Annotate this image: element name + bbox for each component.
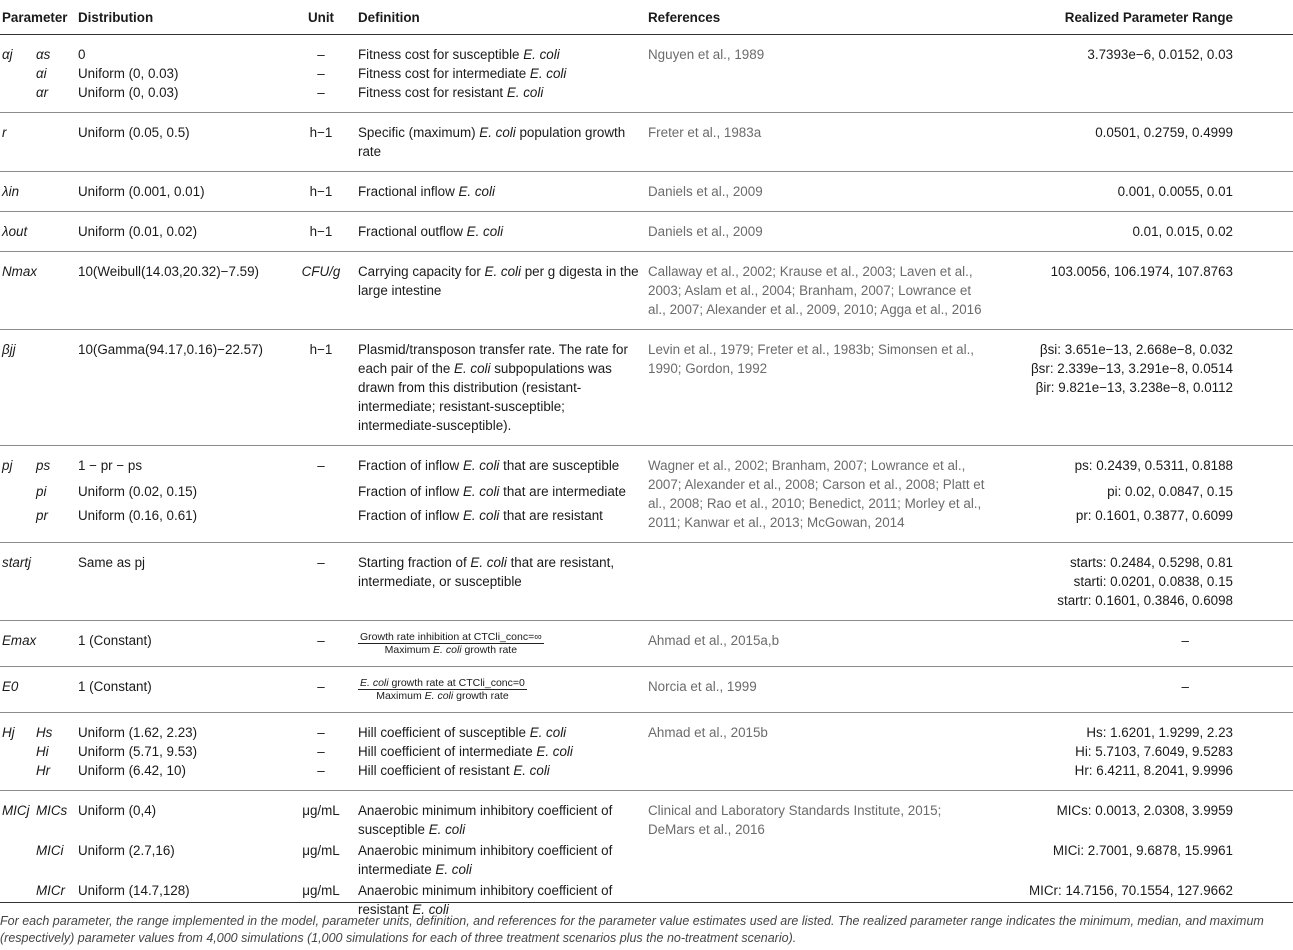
definition-cell: Fitness cost for susceptible E. coli [356,35,646,65]
table-row [0,64,1293,83]
header-distribution: Distribution [76,0,286,35]
unit-cell: – [286,621,356,667]
unit-cell: – [317,744,325,759]
param-sub-symbol: MICr [36,883,66,898]
range-line: startr: 0.1601, 0.3846, 0.6098 [1057,593,1233,608]
definition-cell: Specific (maximum) E. coli population growth rate [356,113,646,172]
table-row [0,791,1293,840]
table-row [0,212,1293,252]
unit-cell: CFU/g [286,252,356,330]
param-sub-symbol: αr [36,85,49,100]
definition-cell: Fraction of inflow E. coli that are resistant [358,507,603,523]
table-row [0,839,1293,879]
range-cell: Hs: 1.6201, 1.9299, 2.23 [988,713,1293,743]
distribution-cell: 1 (Constant) [76,667,286,713]
range-cell: MICr: 14.7156, 70.1554, 127.9662 [1029,883,1233,898]
distribution-cell: Uniform (0.01, 0.02) [76,212,286,252]
header-references: References [646,0,988,35]
row-group-nmax [0,252,1293,330]
param-symbol: Emax [2,633,37,648]
unit-cell: h−1 [286,212,356,252]
fraction-denominator: Maximum E. coli growth rate [376,690,509,702]
references-cell: Nguyen et al., 1989 [646,35,988,65]
references-cell: Norcia et al., 1999 [646,667,988,713]
row-group-start [0,543,1293,621]
header-definition: Definition [356,0,646,35]
fraction-denominator: Maximum E. coli growth rate [384,644,518,656]
fraction-numerator: Growth rate inhibition at CTCli_conc=∞ [360,631,542,643]
table-row [0,35,1293,65]
definition-cell: Fractional inflow E. coli [356,172,646,212]
definition-fraction [358,631,544,656]
param-sub-symbol: pi [36,484,47,500]
table-row [0,761,1293,791]
range-line: βsi: 3.651e−13, 2.668e−8, 0.032 [1039,342,1233,357]
unit-cell: μg/mL [286,791,356,840]
table-footnote: For each parameter, the range implemented in the model, parameter units, definition, and references for the parameter value estimates used are listed. The realized parameter range indicates the minimum, median, and maximum (respectively) parameter values from 4,000 simulations (1,000 simulations for each of three treatment scenarios plus the no-treatment scenario). [0,902,1293,947]
unit-cell: – [286,713,356,743]
fraction-numerator: E. coli growth rate at CTCli_conc=0 [360,677,525,689]
range-line: βir: 9.821e−13, 3.238e−8, 0.0112 [1035,380,1233,395]
range-cell: 103.0056, 106.1974, 107.8763 [988,252,1293,330]
distribution-cell: 1 − pr − ps [76,446,286,483]
unit-cell: h−1 [286,330,356,446]
unit-cell: h−1 [286,172,356,212]
table-row [0,742,1293,761]
distribution-cell: Uniform (0.16, 0.61) [78,507,198,523]
param-symbol: MICj [2,803,30,818]
range-cell: 0.001, 0.0055, 0.01 [988,172,1293,212]
unit-cell: – [286,446,356,483]
param-sub-symbol: αi [36,66,47,81]
definition-cell: Anaerobic minimum inhibitory coefficient of resistant E. coli [358,883,613,917]
definition-cell: Plasmid/transposon transfer rate. The rate for each pair of the E. coli subpopulations was drawn from this distribution (resistant-intermediate; resistant-susceptible; intermediate-susceptible). [356,330,646,446]
row-group-lambda-out [0,212,1293,252]
header-range: Realized Parameter Range [988,0,1293,35]
row-group-p [0,446,1293,543]
unit-cell: – [317,85,325,100]
distribution-cell: 1 (Constant) [76,621,286,667]
unit-cell: – [317,763,325,778]
param-sub-symbol: MICi [36,843,64,858]
distribution-cell: 10(Gamma(94.17,0.16)−22.57) [76,330,286,446]
definition-cell: Carrying capacity for E. coli per g digesta in the large intestine [356,252,646,330]
distribution-cell: 10(Weibull(14.03,20.32)−7.59) [76,252,286,330]
table-row [0,252,1293,330]
range-cell: – [988,621,1293,667]
table-row [0,667,1293,713]
range-cell: 0.0501, 0.2759, 0.4999 [988,113,1293,172]
header-unit: Unit [286,0,356,35]
table-row [0,172,1293,212]
definition-cell: Fraction of inflow E. coli that are intermediate [358,484,626,500]
definition-cell: Fitness cost for intermediate E. coli [358,66,567,81]
param-sub-symbol: pr [36,507,48,523]
references-cell: Ahmad et al., 2015b [646,713,988,743]
distribution-cell: 0 [76,35,286,65]
definition-cell [356,621,646,667]
unit-cell: μg/mL [302,843,340,858]
range-cell: ps: 0.2439, 0.5311, 0.8188 [988,446,1293,483]
distribution-cell: Uniform (5.71, 9.53) [78,744,198,759]
range-cell: MICi: 2.7001, 9.6878, 15.9961 [1052,843,1233,858]
table-row [0,621,1293,667]
row-group-lambda-in [0,172,1293,212]
table-row [0,113,1293,172]
param-symbol: βjj [2,342,16,357]
references-cell: Clinical and Laboratory Standards Institute, 2015; DeMars et al., 2016 [646,791,988,840]
distribution-cell: Uniform (0, 0.03) [78,66,179,81]
range-cell [988,330,1293,446]
row-group-r [0,113,1293,172]
distribution-cell: Uniform (0.02, 0.15) [78,484,198,500]
references-cell: Levin et al., 1979; Freter et al., 1983b; Simonsen et al., 1990; Gordon, 1992 [646,330,988,446]
range-line: βsr: 2.339e−13, 3.291e−8, 0.0514 [1030,361,1233,376]
table-row [0,83,1293,113]
range-line: starts: 0.2484, 0.5298, 0.81 [1069,555,1233,570]
unit-cell: – [286,667,356,713]
definition-cell: Fitness cost for resistant E. coli [358,85,544,100]
definition-cell: Hill coefficient of resistant E. coli [358,763,550,778]
header-parameter: Parameter [0,0,76,35]
distribution-cell: Uniform (1.62, 2.23) [76,713,286,743]
range-cell: 3.7393e−6, 0.0152, 0.03 [988,35,1293,65]
range-cell: MICs: 0.0013, 2.0308, 3.9959 [988,791,1293,840]
distribution-cell: Uniform (0, 0.03) [78,85,179,100]
unit-cell: – [286,35,356,65]
param-sub-symbol: αs [36,47,51,62]
references-cell: Callaway et al., 2002; Krause et al., 2003; Laven et al., 2003; Aslam et al., 2004; Branham, 2007; Lowrance et al., 2007; Alexander et al., 2009, 2010; Agga et al., 2016 [646,252,988,330]
unit-cell: – [317,66,325,81]
range-cell: – [988,667,1293,713]
table-row [0,446,1293,483]
unit-cell: h−1 [286,113,356,172]
table-row [0,330,1293,446]
param-sub-symbol: Hs [36,725,53,740]
param-symbol: λout [2,224,28,239]
distribution-cell: Same as pj [76,543,286,621]
distribution-cell: Uniform (0,4) [76,791,286,840]
table-row [0,713,1293,743]
param-symbol: E0 [2,679,19,694]
range-cell: Hr: 6.4211, 8.2041, 9.9996 [1074,763,1233,778]
range-cell: pi: 0.02, 0.0847, 0.15 [1107,484,1233,500]
unit-cell [286,482,356,506]
param-sub-symbol: MICs [36,803,68,818]
definition-cell: Hill coefficient of intermediate E. coli [358,744,573,759]
range-cell [988,543,1293,621]
range-cell: pr: 0.1601, 0.3877, 0.6099 [1075,507,1233,523]
definition-cell: Anaerobic minimum inhibitory coefficient of susceptible E. coli [356,791,646,840]
references-cell: Wagner et al., 2002; Branham, 2007; Lowrance et al., 2007; Alexander et al., 2008; Carson et al., 2008; Platt et al., 2008; Rao et al., 2010; Benedict, 2011; Morley et al., 2011; Kanwar et al., 2013; McGowan, 2014 [646,446,988,543]
header-row [0,0,1293,35]
definition-fraction [358,677,527,702]
distribution-cell: Uniform (0.05, 0.5) [76,113,286,172]
param-symbol: Hj [2,725,15,740]
definition-cell: Starting fraction of E. coli that are resistant, intermediate, or susceptible [356,543,646,621]
range-cell: Hi: 5.7103, 7.6049, 9.5283 [1075,744,1233,759]
param-symbol: pj [2,458,13,473]
references-cell: Freter et al., 1983a [646,113,988,172]
param-symbol: λin [2,184,20,199]
distribution-cell: Uniform (0.001, 0.01) [76,172,286,212]
param-symbol: αj [2,47,13,62]
references-cell: Ahmad et al., 2015a,b [646,621,988,667]
distribution-cell: Uniform (6.42, 10) [78,763,186,778]
param-symbol: r [2,125,7,140]
param-sub-symbol: Hi [36,744,49,759]
unit-cell [286,506,356,543]
unit-cell: μg/mL [302,883,340,898]
row-group-emax [0,621,1293,667]
unit-cell: – [286,543,356,621]
range-cell: 0.01, 0.015, 0.02 [988,212,1293,252]
param-symbol: Nmax [2,264,37,279]
range-line: starti: 0.0201, 0.0838, 0.15 [1073,574,1233,589]
param-sub-symbol: Hr [36,763,51,778]
row-group-e0 [0,667,1293,713]
row-group-alpha [0,35,1293,113]
definition-cell: Fraction of inflow E. coli that are susceptible [356,446,646,483]
row-group-hill [0,713,1293,791]
definition-cell: Fractional outflow E. coli [356,212,646,252]
definition-cell [356,667,646,713]
references-cell: Daniels et al., 2009 [646,212,988,252]
param-sub-symbol: ps [36,458,51,473]
distribution-cell: Uniform (14.7,128) [78,883,190,898]
definition-cell: Anaerobic minimum inhibitory coefficient of intermediate E. coli [358,843,613,877]
param-symbol: startj [2,555,32,570]
distribution-cell: Uniform (2.7,16) [78,843,175,858]
definition-cell: Hill coefficient of susceptible E. coli [356,713,646,743]
table-row [0,543,1293,621]
references-cell: Daniels et al., 2009 [646,172,988,212]
row-group-beta [0,330,1293,446]
